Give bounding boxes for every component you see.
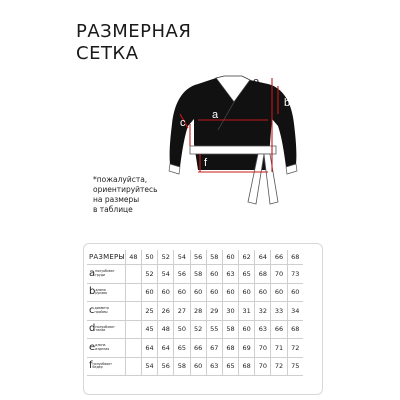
measurement-value: 60 <box>141 283 157 302</box>
measurement-label <box>87 283 125 302</box>
measurement-label <box>87 302 125 321</box>
measurement-description: диаметр проймы <box>94 306 109 314</box>
measurement-description: длина изделия <box>95 343 110 351</box>
measurement-value: 54 <box>141 357 157 376</box>
measurement-value: 58 <box>174 357 190 376</box>
page-title <box>76 21 191 65</box>
size-table-frame <box>83 243 323 395</box>
measurement-value: 60 <box>158 283 174 302</box>
measurement-value: 67 <box>206 339 222 358</box>
measurement-value: 31 <box>239 302 255 321</box>
measurement-value: 33 <box>271 302 287 321</box>
size-header-cell: 66 <box>271 250 287 265</box>
measurement-value: 58 <box>222 320 238 339</box>
measurement-value: 60 <box>190 283 206 302</box>
measurement-value: 69 <box>239 339 255 358</box>
measurement-row <box>87 265 303 284</box>
measurement-description: полуобхват груди <box>95 269 115 277</box>
measurement-value: 70 <box>255 357 271 376</box>
size-header-cell: 58 <box>206 250 222 265</box>
measurement-value: 75 <box>287 357 303 376</box>
note-line-2: ориентируйтесь <box>93 185 158 194</box>
measurement-value: 54 <box>158 265 174 284</box>
size-header-label: РАЗМЕРЫ <box>87 250 125 265</box>
measurement-value: 60 <box>174 283 190 302</box>
size-header-cell: 62 <box>239 250 255 265</box>
measurement-value <box>125 320 141 339</box>
measurement-value: 60 <box>271 283 287 302</box>
measurement-value: 72 <box>271 357 287 376</box>
measurement-value <box>125 283 141 302</box>
measurement-value: 32 <box>255 302 271 321</box>
size-header-cell: 50 <box>141 250 157 265</box>
note-line-4: в таблице <box>93 205 133 214</box>
measurement-value: 65 <box>174 339 190 358</box>
measurement-value <box>125 302 141 321</box>
measurement-row <box>87 357 303 376</box>
measurement-value: 60 <box>190 357 206 376</box>
measurement-value: 65 <box>239 265 255 284</box>
measurement-value: 68 <box>222 339 238 358</box>
label-e: e <box>253 76 260 88</box>
measurement-value: 71 <box>271 339 287 358</box>
measurement-label <box>87 357 125 376</box>
measurement-value: 27 <box>174 302 190 321</box>
measurement-value: 68 <box>287 320 303 339</box>
measurement-value: 52 <box>141 265 157 284</box>
measurement-value: 29 <box>206 302 222 321</box>
measurement-value <box>125 265 141 284</box>
size-header-cell: 48 <box>125 250 141 265</box>
measurement-label <box>87 265 125 284</box>
measurement-value: 45 <box>141 320 157 339</box>
size-header-cell: 52 <box>158 250 174 265</box>
measurement-value: 56 <box>158 357 174 376</box>
size-header-cell: 64 <box>255 250 271 265</box>
size-header-row <box>87 250 303 265</box>
measurement-description: полуобхват талии <box>95 324 115 333</box>
measurement-description: длина рукава <box>95 287 107 296</box>
measurement-value: 68 <box>239 357 255 376</box>
measurement-value: 60 <box>206 265 222 284</box>
size-note <box>93 175 203 215</box>
measurement-value: 66 <box>190 339 206 358</box>
note-line-3: на размеры <box>93 195 140 204</box>
size-header-cell: 68 <box>287 250 303 265</box>
measurement-letter: a <box>89 267 96 279</box>
measurement-value: 56 <box>174 265 190 284</box>
measurement-value: 26 <box>158 302 174 321</box>
measurement-value: 66 <box>271 320 287 339</box>
measurement-label <box>87 339 125 358</box>
measurement-value: 72 <box>287 339 303 358</box>
measurement-letter: e <box>89 341 96 353</box>
measurement-value: 68 <box>255 265 271 284</box>
note-line-1: *пожалуйста, <box>93 175 148 184</box>
label-b: b <box>284 97 291 109</box>
size-header-cell: 56 <box>190 250 206 265</box>
measurement-value: 64 <box>158 339 174 358</box>
measurement-value: 34 <box>287 302 303 321</box>
measurement-value: 60 <box>255 283 271 302</box>
measurement-value: 48 <box>158 320 174 339</box>
measurement-description: полуобхват бедер <box>92 361 112 370</box>
label-a: a <box>212 109 219 121</box>
measurement-value: 28 <box>190 302 206 321</box>
measurement-letter: d <box>89 323 96 335</box>
measurement-value: 60 <box>222 283 238 302</box>
measurement-value: 60 <box>239 320 255 339</box>
measurement-value: 25 <box>141 302 157 321</box>
measurement-value: 30 <box>222 302 238 321</box>
measurement-value: 63 <box>222 265 238 284</box>
size-header-cell: 54 <box>174 250 190 265</box>
waist-belt <box>190 146 276 154</box>
label-c: c <box>180 117 186 129</box>
label-d: d <box>178 133 185 145</box>
measurement-row <box>87 302 303 321</box>
measurement-value: 70 <box>255 339 271 358</box>
measurement-value: 50 <box>174 320 190 339</box>
measurement-value: 52 <box>190 320 206 339</box>
title-line-1: РАЗМЕРНАЯ <box>76 21 192 42</box>
measurement-value: 60 <box>239 283 255 302</box>
label-f: f <box>204 157 208 169</box>
measurement-letter: b <box>89 286 96 298</box>
measurement-letter: f <box>89 360 93 372</box>
tie-end-2 <box>264 154 278 204</box>
measurement-row <box>87 320 303 339</box>
size-table <box>87 250 303 376</box>
measurement-value: 70 <box>271 265 287 284</box>
measurement-value: 63 <box>255 320 271 339</box>
title-line-2: СЕТКА <box>76 43 139 64</box>
measurement-value: 55 <box>206 320 222 339</box>
measurement-value: 65 <box>222 357 238 376</box>
measurement-value: 63 <box>206 357 222 376</box>
measurement-row <box>87 283 303 302</box>
measurement-value <box>125 357 141 376</box>
measurement-letter: c <box>89 304 95 316</box>
measurement-value: 60 <box>206 283 222 302</box>
measurement-value: 60 <box>287 283 303 302</box>
measurement-value <box>125 339 141 358</box>
measurement-value: 58 <box>190 265 206 284</box>
measurement-value: 64 <box>141 339 157 358</box>
measurement-row <box>87 339 303 358</box>
measurement-value: 73 <box>287 265 303 284</box>
measurement-label <box>87 320 125 339</box>
size-header-cell: 60 <box>222 250 238 265</box>
